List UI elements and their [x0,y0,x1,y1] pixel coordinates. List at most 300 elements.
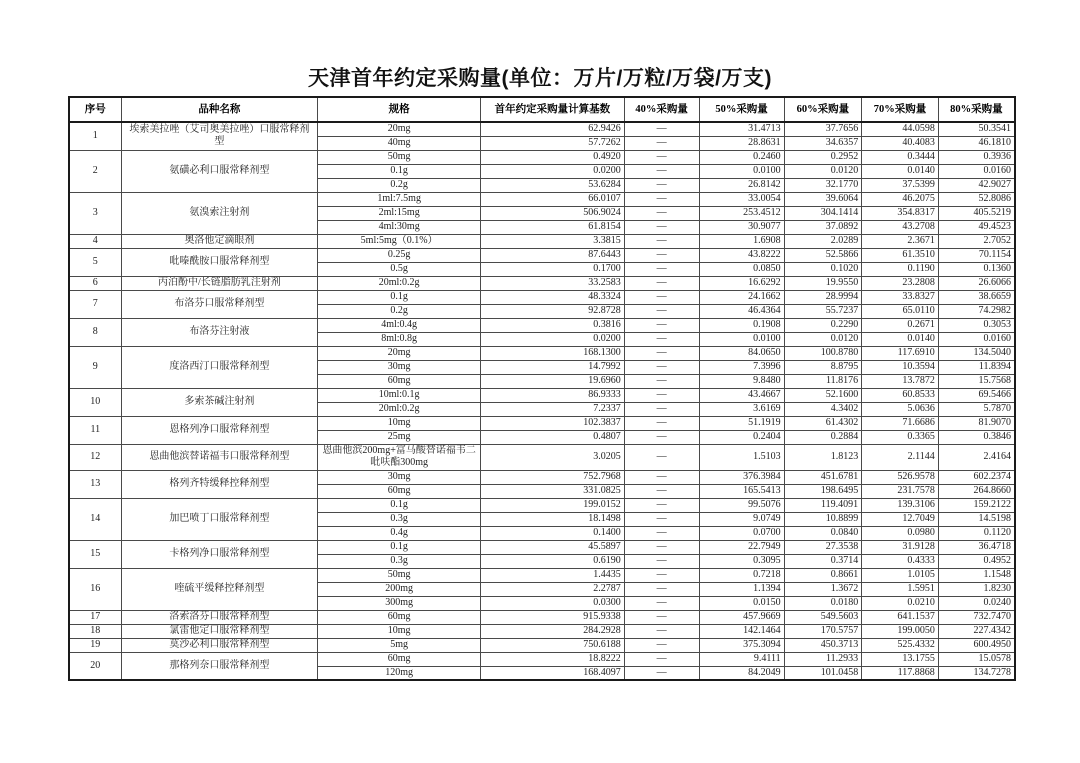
table-row [69,444,1015,470]
table-row [69,318,1015,332]
table-row [69,346,1015,360]
base-qty-cell: 7.2337 [481,402,625,416]
qty-40pct-cell: — [624,178,699,192]
qty-60pct-cell: 52.1600 [784,388,862,402]
qty-40pct-cell: — [624,666,699,680]
base-qty-cell: 0.0200 [481,332,625,346]
qty-60pct-cell: 0.2884 [784,430,862,444]
spec-cell: 2ml:15mg [318,206,481,220]
qty-80pct-cell: 0.3936 [938,150,1015,164]
qty-70pct-cell: 60.8533 [862,388,939,402]
col-header-40pct: 40%采购量 [624,97,699,122]
qty-50pct-cell: 0.3095 [699,554,784,568]
qty-70pct-cell: 0.3444 [862,150,939,164]
qty-70pct-cell: 117.6910 [862,346,939,360]
base-qty-cell: 14.7992 [481,360,625,374]
qty-80pct-cell: 70.1154 [938,248,1015,262]
product-name-cell: 度洛西汀口服常释剂型 [121,346,318,388]
qty-50pct-cell: 0.0700 [699,526,784,540]
qty-50pct-cell: 46.4364 [699,304,784,318]
spec-cell: 0.25g [318,248,481,262]
qty-70pct-cell: 0.1190 [862,262,939,276]
qty-80pct-cell: 5.7870 [938,402,1015,416]
qty-40pct-cell: — [624,444,699,470]
table-row [69,192,1015,206]
base-qty-cell: 331.0825 [481,484,625,498]
qty-40pct-cell: — [624,276,699,290]
qty-60pct-cell: 11.2933 [784,652,862,666]
spec-cell: 1ml:7.5mg [318,192,481,206]
product-name-cell: 埃索美拉唑（艾司奥美拉唑）口服常释剂型 [121,122,318,150]
base-qty-cell: 86.9333 [481,388,625,402]
qty-70pct-cell: 117.8868 [862,666,939,680]
product-name-cell: 氨磺必利口服常释剂型 [121,150,318,192]
qty-50pct-cell: 84.2049 [699,666,784,680]
qty-50pct-cell: 0.2460 [699,150,784,164]
qty-80pct-cell: 134.7278 [938,666,1015,680]
row-number-cell: 14 [69,498,121,540]
qty-80pct-cell: 0.0160 [938,164,1015,178]
table-row [69,276,1015,290]
qty-60pct-cell: 19.9550 [784,276,862,290]
qty-80pct-cell: 14.5198 [938,512,1015,526]
table-row [69,540,1015,554]
qty-70pct-cell: 31.9128 [862,540,939,554]
product-name-cell: 丙泊酚中/长链脂肪乳注射剂 [121,276,318,290]
base-qty-cell: 57.7262 [481,136,625,150]
qty-60pct-cell: 52.5866 [784,248,862,262]
base-qty-cell: 168.4097 [481,666,625,680]
qty-60pct-cell: 0.2290 [784,318,862,332]
qty-50pct-cell: 43.8222 [699,248,784,262]
base-qty-cell: 19.6960 [481,374,625,388]
qty-60pct-cell: 100.8780 [784,346,862,360]
qty-50pct-cell: 457.9669 [699,610,784,624]
qty-40pct-cell: — [624,554,699,568]
base-qty-cell: 48.3324 [481,290,625,304]
qty-80pct-cell: 15.7568 [938,374,1015,388]
spec-cell: 0.1g [318,290,481,304]
qty-70pct-cell: 12.7049 [862,512,939,526]
base-qty-cell: 62.9426 [481,122,625,136]
spec-cell: 10mg [318,624,481,638]
qty-70pct-cell: 641.1537 [862,610,939,624]
row-number-cell: 7 [69,290,121,318]
base-qty-cell: 92.8728 [481,304,625,318]
qty-50pct-cell: 9.0749 [699,512,784,526]
row-number-cell: 13 [69,470,121,498]
product-name-cell: 加巴喷丁口服常释剂型 [121,498,318,540]
row-number-cell: 9 [69,346,121,388]
row-number-cell: 11 [69,416,121,444]
qty-80pct-cell: 38.6659 [938,290,1015,304]
qty-70pct-cell: 13.7872 [862,374,939,388]
qty-40pct-cell: — [624,290,699,304]
row-number-cell: 3 [69,192,121,234]
qty-40pct-cell: — [624,220,699,234]
qty-70pct-cell: 44.0598 [862,122,939,136]
spec-cell: 120mg [318,666,481,680]
qty-40pct-cell: — [624,374,699,388]
qty-70pct-cell: 0.0210 [862,596,939,610]
row-number-cell: 6 [69,276,121,290]
qty-70pct-cell: 0.3365 [862,430,939,444]
qty-70pct-cell: 46.2075 [862,192,939,206]
qty-40pct-cell: — [624,262,699,276]
table-row [69,122,1015,136]
spec-cell: 4ml:30mg [318,220,481,234]
base-qty-cell: 87.6443 [481,248,625,262]
qty-40pct-cell: — [624,484,699,498]
qty-60pct-cell: 0.8661 [784,568,862,582]
qty-70pct-cell: 43.2708 [862,220,939,234]
qty-40pct-cell: — [624,416,699,430]
qty-50pct-cell: 1.5103 [699,444,784,470]
base-qty-cell: 53.6284 [481,178,625,192]
qty-70pct-cell: 37.5399 [862,178,939,192]
base-qty-cell: 18.1498 [481,512,625,526]
base-qty-cell: 61.8154 [481,220,625,234]
spec-cell: 20ml:0.2g [318,276,481,290]
qty-50pct-cell: 16.6292 [699,276,784,290]
spec-cell: 60mg [318,610,481,624]
qty-70pct-cell: 231.7578 [862,484,939,498]
base-qty-cell: 284.2928 [481,624,625,638]
procurement-table [68,96,1016,681]
product-name-cell: 卡格列净口服常释剂型 [121,540,318,568]
spec-cell: 200mg [318,582,481,596]
qty-60pct-cell: 0.0840 [784,526,862,540]
qty-40pct-cell: — [624,136,699,150]
qty-80pct-cell: 2.4164 [938,444,1015,470]
qty-80pct-cell: 1.8230 [938,582,1015,596]
spec-cell: 10mg [318,416,481,430]
qty-80pct-cell: 49.4523 [938,220,1015,234]
qty-80pct-cell: 2.7052 [938,234,1015,248]
qty-50pct-cell: 375.3094 [699,638,784,652]
qty-80pct-cell: 15.0578 [938,652,1015,666]
col-header-60pct: 60%采购量 [784,97,862,122]
qty-60pct-cell: 34.6357 [784,136,862,150]
col-header-70pct: 70%采购量 [862,97,939,122]
qty-70pct-cell: 40.4083 [862,136,939,150]
spec-cell: 25mg [318,430,481,444]
spec-cell: 300mg [318,596,481,610]
qty-80pct-cell: 732.7470 [938,610,1015,624]
qty-60pct-cell: 549.5603 [784,610,862,624]
qty-70pct-cell: 354.8317 [862,206,939,220]
base-qty-cell: 0.0300 [481,596,625,610]
qty-60pct-cell: 39.6064 [784,192,862,206]
table-row [69,498,1015,512]
row-number-cell: 15 [69,540,121,568]
table-row [69,610,1015,624]
qty-70pct-cell: 0.0140 [862,332,939,346]
qty-50pct-cell: 22.7949 [699,540,784,554]
spec-cell: 0.4g [318,526,481,540]
qty-60pct-cell: 450.3713 [784,638,862,652]
spec-cell: 60mg [318,652,481,666]
table-row [69,568,1015,582]
qty-80pct-cell: 36.4718 [938,540,1015,554]
qty-80pct-cell: 0.0240 [938,596,1015,610]
qty-70pct-cell: 0.0980 [862,526,939,540]
qty-40pct-cell: — [624,610,699,624]
qty-80pct-cell: 264.8660 [938,484,1015,498]
qty-60pct-cell: 28.9994 [784,290,862,304]
qty-40pct-cell: — [624,652,699,666]
qty-60pct-cell: 11.8176 [784,374,862,388]
table-row [69,470,1015,484]
qty-70pct-cell: 525.4332 [862,638,939,652]
qty-50pct-cell: 0.0150 [699,596,784,610]
product-name-cell: 恩格列净口服常释剂型 [121,416,318,444]
row-number-cell: 10 [69,388,121,416]
qty-80pct-cell: 134.5040 [938,346,1015,360]
qty-50pct-cell: 0.2404 [699,430,784,444]
qty-70pct-cell: 2.1144 [862,444,939,470]
qty-50pct-cell: 99.5076 [699,498,784,512]
qty-80pct-cell: 0.1120 [938,526,1015,540]
qty-60pct-cell: 198.6495 [784,484,862,498]
col-header-50pct: 50%采购量 [699,97,784,122]
qty-80pct-cell: 0.4952 [938,554,1015,568]
base-qty-cell: 66.0107 [481,192,625,206]
qty-50pct-cell: 142.1464 [699,624,784,638]
qty-80pct-cell: 81.9070 [938,416,1015,430]
qty-80pct-cell: 0.1360 [938,262,1015,276]
qty-60pct-cell: 2.0289 [784,234,862,248]
base-qty-cell: 915.9338 [481,610,625,624]
spec-cell: 30mg [318,360,481,374]
qty-40pct-cell: — [624,332,699,346]
product-name-cell: 布洛芬注射液 [121,318,318,346]
spec-cell: 10ml:0.1g [318,388,481,402]
qty-70pct-cell: 65.0110 [862,304,939,318]
qty-80pct-cell: 69.5466 [938,388,1015,402]
qty-50pct-cell: 0.0850 [699,262,784,276]
product-name-cell: 洛索洛芬口服常释剂型 [121,610,318,624]
qty-70pct-cell: 13.1755 [862,652,939,666]
spec-cell: 0.2g [318,304,481,318]
spec-cell: 0.5g [318,262,481,276]
qty-70pct-cell: 0.4333 [862,554,939,568]
table-row [69,248,1015,262]
qty-40pct-cell: — [624,596,699,610]
qty-70pct-cell: 71.6686 [862,416,939,430]
spec-cell: 60mg [318,374,481,388]
qty-60pct-cell: 451.6781 [784,470,862,484]
qty-40pct-cell: — [624,192,699,206]
qty-40pct-cell: — [624,206,699,220]
qty-50pct-cell: 84.0650 [699,346,784,360]
qty-60pct-cell: 61.4302 [784,416,862,430]
base-qty-cell: 3.0205 [481,444,625,470]
qty-40pct-cell: — [624,248,699,262]
qty-70pct-cell: 199.0050 [862,624,939,638]
qty-40pct-cell: — [624,568,699,582]
table-header [69,97,1015,122]
row-number-cell: 5 [69,248,121,276]
col-header-name: 品种名称 [121,97,318,122]
qty-60pct-cell: 304.1414 [784,206,862,220]
qty-80pct-cell: 1.1548 [938,568,1015,582]
base-qty-cell: 0.1700 [481,262,625,276]
qty-40pct-cell: — [624,540,699,554]
qty-70pct-cell: 2.3671 [862,234,939,248]
base-qty-cell: 0.3816 [481,318,625,332]
qty-60pct-cell: 32.1770 [784,178,862,192]
qty-40pct-cell: — [624,526,699,540]
spec-cell: 5ml:5mg（0.1%） [318,234,481,248]
qty-80pct-cell: 600.4950 [938,638,1015,652]
col-header-80pct: 80%采购量 [938,97,1015,122]
product-name-cell: 氨溴索注射剂 [121,192,318,234]
spec-cell: 4ml:0.4g [318,318,481,332]
qty-50pct-cell: 28.8631 [699,136,784,150]
spec-cell: 5mg [318,638,481,652]
qty-70pct-cell: 23.2808 [862,276,939,290]
qty-70pct-cell: 0.2671 [862,318,939,332]
qty-50pct-cell: 9.4111 [699,652,784,666]
qty-60pct-cell: 1.3672 [784,582,862,596]
qty-50pct-cell: 51.1919 [699,416,784,430]
qty-40pct-cell: — [624,498,699,512]
product-name-cell: 布洛芬口服常释剂型 [121,290,318,318]
qty-50pct-cell: 26.8142 [699,178,784,192]
qty-80pct-cell: 0.0160 [938,332,1015,346]
qty-80pct-cell: 42.9027 [938,178,1015,192]
table-row [69,234,1015,248]
qty-40pct-cell: — [624,122,699,136]
qty-60pct-cell: 0.0120 [784,332,862,346]
qty-60pct-cell: 55.7237 [784,304,862,318]
row-number-cell: 2 [69,150,121,192]
qty-70pct-cell: 1.0105 [862,568,939,582]
base-qty-cell: 168.1300 [481,346,625,360]
qty-60pct-cell: 10.8899 [784,512,862,526]
page-title: 天津首年约定采购量(单位：万片/万粒/万袋/万支) [308,67,772,90]
qty-50pct-cell: 165.5413 [699,484,784,498]
base-qty-cell: 3.3815 [481,234,625,248]
base-qty-cell: 2.2787 [481,582,625,596]
qty-50pct-cell: 0.7218 [699,568,784,582]
qty-40pct-cell: — [624,360,699,374]
qty-70pct-cell: 61.3510 [862,248,939,262]
qty-80pct-cell: 227.4342 [938,624,1015,638]
spec-cell: 0.1g [318,498,481,512]
qty-40pct-cell: — [624,164,699,178]
qty-40pct-cell: — [624,470,699,484]
base-qty-cell: 33.2583 [481,276,625,290]
base-qty-cell: 18.8222 [481,652,625,666]
qty-50pct-cell: 30.9077 [699,220,784,234]
product-name-cell: 奥洛他定滴眼剂 [121,234,318,248]
spec-cell: 8ml:0.8g [318,332,481,346]
qty-60pct-cell: 119.4091 [784,498,862,512]
qty-50pct-cell: 33.0054 [699,192,784,206]
table-row [69,652,1015,666]
qty-80pct-cell: 74.2982 [938,304,1015,318]
base-qty-cell: 0.4807 [481,430,625,444]
qty-70pct-cell: 0.0140 [862,164,939,178]
table-row [69,290,1015,304]
qty-40pct-cell: — [624,304,699,318]
qty-40pct-cell: — [624,638,699,652]
qty-50pct-cell: 0.1908 [699,318,784,332]
qty-40pct-cell: — [624,624,699,638]
qty-40pct-cell: — [624,582,699,596]
qty-60pct-cell: 101.0458 [784,666,862,680]
qty-40pct-cell: — [624,346,699,360]
spec-cell: 0.1g [318,540,481,554]
qty-50pct-cell: 7.3996 [699,360,784,374]
qty-60pct-cell: 0.2952 [784,150,862,164]
qty-60pct-cell: 0.0180 [784,596,862,610]
spec-cell: 50mg [318,568,481,582]
qty-80pct-cell: 159.2122 [938,498,1015,512]
qty-60pct-cell: 8.8795 [784,360,862,374]
spec-cell: 0.1g [318,164,481,178]
table-row [69,150,1015,164]
qty-70pct-cell: 139.3106 [862,498,939,512]
qty-80pct-cell: 52.8086 [938,192,1015,206]
spec-cell: 40mg [318,136,481,150]
header-row [69,97,1015,122]
qty-50pct-cell: 9.8480 [699,374,784,388]
row-number-cell: 8 [69,318,121,346]
base-qty-cell: 1.4435 [481,568,625,582]
row-number-cell: 19 [69,638,121,652]
spec-cell: 0.3g [318,554,481,568]
base-qty-cell: 0.4920 [481,150,625,164]
base-qty-cell: 0.1400 [481,526,625,540]
base-qty-cell: 102.3837 [481,416,625,430]
qty-70pct-cell: 526.9578 [862,470,939,484]
qty-40pct-cell: — [624,388,699,402]
qty-60pct-cell: 170.5757 [784,624,862,638]
qty-40pct-cell: — [624,150,699,164]
qty-80pct-cell: 0.3053 [938,318,1015,332]
table-row [69,624,1015,638]
base-qty-cell: 752.7968 [481,470,625,484]
row-number-cell: 17 [69,610,121,624]
spec-cell: 30mg [318,470,481,484]
product-name-cell: 那格列奈口服常释剂型 [121,652,318,680]
qty-50pct-cell: 0.0100 [699,332,784,346]
spec-cell: 0.3g [318,512,481,526]
spec-cell: 60mg [318,484,481,498]
row-number-cell: 12 [69,444,121,470]
qty-80pct-cell: 0.3846 [938,430,1015,444]
table-row [69,416,1015,430]
product-name-cell: 喹硫平缓释控释剂型 [121,568,318,610]
qty-60pct-cell: 1.8123 [784,444,862,470]
table-body [69,122,1015,680]
qty-60pct-cell: 37.7656 [784,122,862,136]
qty-50pct-cell: 3.6169 [699,402,784,416]
spec-cell: 20mg [318,122,481,136]
spec-cell: 恩曲他滨200mg+富马酸替诺福韦二吡呋酯300mg [318,444,481,470]
qty-40pct-cell: — [624,512,699,526]
qty-60pct-cell: 0.0120 [784,164,862,178]
spec-cell: 50mg [318,150,481,164]
qty-60pct-cell: 27.3538 [784,540,862,554]
qty-60pct-cell: 37.0892 [784,220,862,234]
qty-50pct-cell: 253.4512 [699,206,784,220]
qty-40pct-cell: — [624,430,699,444]
qty-50pct-cell: 43.4667 [699,388,784,402]
